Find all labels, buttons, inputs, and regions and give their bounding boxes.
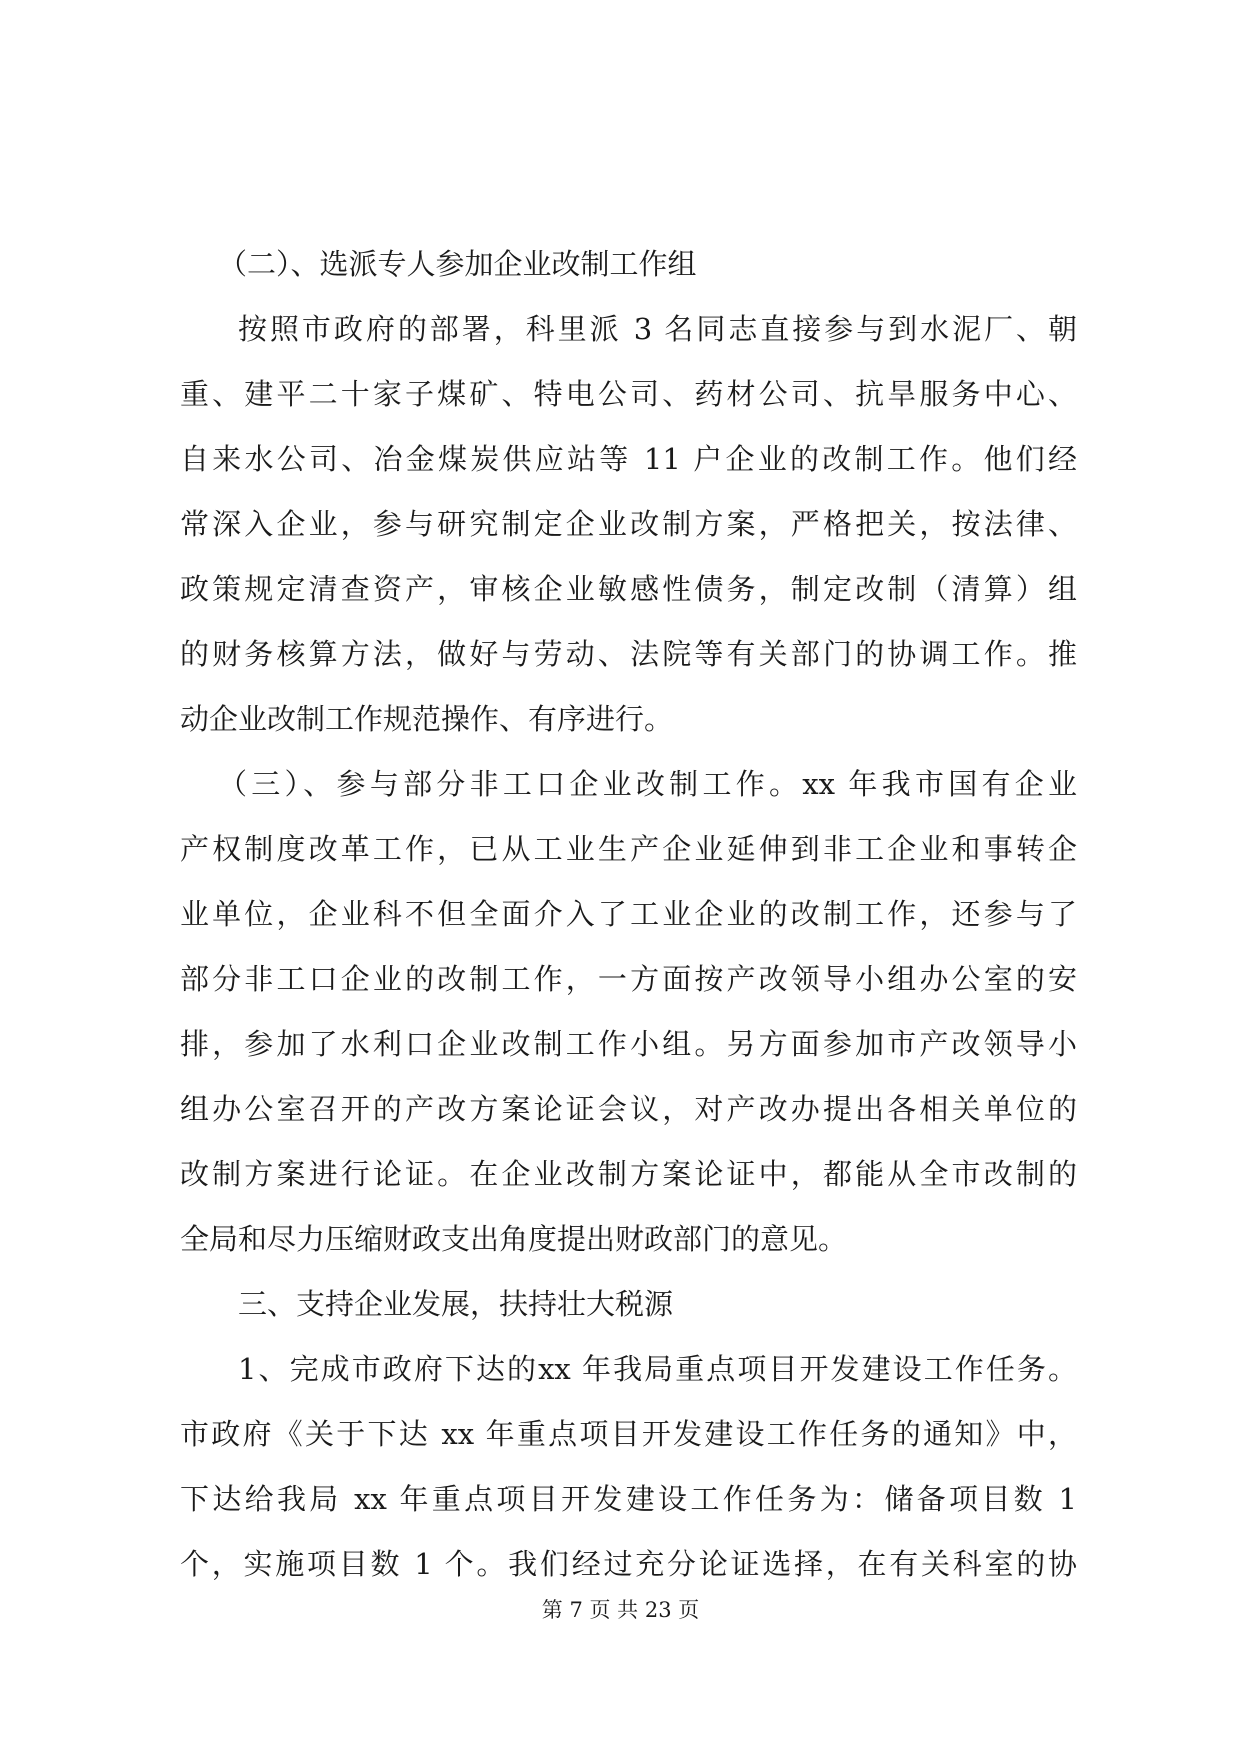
paragraph-line: 政策规定清查资产，审核企业敏感性债务，制定改制（清算）组 xyxy=(180,572,1077,606)
paragraph-line: 市政府《关于下达 xx 年重点项目开发建设工作任务的通知》中， xyxy=(180,1417,1077,1451)
subheading-three: （三）、参与部分非工口企业改制工作。xx 年我市国有企业 xyxy=(218,767,1077,801)
paragraph-line: 的财务核算方法，做好与劳动、法院等有关部门的协调工作。推 xyxy=(180,637,1077,671)
paragraph-line: 自来水公司、冶金煤炭供应站等 11 户企业的改制工作。他们经 xyxy=(180,442,1077,476)
paragraph-line: 下达给我局 xx 年重点项目开发建设工作任务为：储备项目数 1 xyxy=(180,1482,1077,1516)
paragraph-line: 按照市政府的部署，科里派 3 名同志直接参与到水泥厂、朝 xyxy=(238,312,1077,346)
subheading-two: （二）、选派专人参加企业改制工作组 xyxy=(218,247,697,281)
section-heading-three: 三、支持企业发展，扶持壮大税源 xyxy=(238,1287,674,1321)
paragraph-line: 排，参加了水利口企业改制工作小组。另方面参加市产改领导小 xyxy=(180,1027,1077,1061)
page-number-footer: 第 7 页 共 23 页 xyxy=(541,1598,700,1622)
document-body xyxy=(180,232,1077,1597)
paragraph-line: 业单位，企业科不但全面介入了工业企业的改制工作，还参与了 xyxy=(180,897,1077,931)
paragraph-line: 1、完成市政府下达的xx 年我局重点项目开发建设工作任务。 xyxy=(238,1352,1077,1386)
paragraph-line: 个，实施项目数 1 个。我们经过充分论证选择，在有关科室的协 xyxy=(180,1547,1077,1581)
paragraph-line: 产权制度改革工作，已从工业生产企业延伸到非工企业和事转企 xyxy=(180,832,1077,866)
paragraph-line: 重、建平二十家子煤矿、特电公司、药材公司、抗旱服务中心、 xyxy=(180,377,1077,411)
paragraph-line: 组办公室召开的产改方案论证会议，对产改办提出各相关单位的 xyxy=(180,1092,1077,1126)
paragraph-line: 动企业改制工作规范操作、有序进行。 xyxy=(180,702,674,736)
paragraph-line: 部分非工口企业的改制工作，一方面按产改领导小组办公室的安 xyxy=(180,962,1077,996)
paragraph-line: 改制方案进行论证。在企业改制方案论证中，都能从全市改制的 xyxy=(180,1157,1077,1191)
paragraph-line: 全局和尽力压缩财政支出角度提出财政部门的意见。 xyxy=(180,1222,848,1256)
paragraph-line: 常深入企业，参与研究制定企业改制方案，严格把关，按法律、 xyxy=(180,507,1077,541)
